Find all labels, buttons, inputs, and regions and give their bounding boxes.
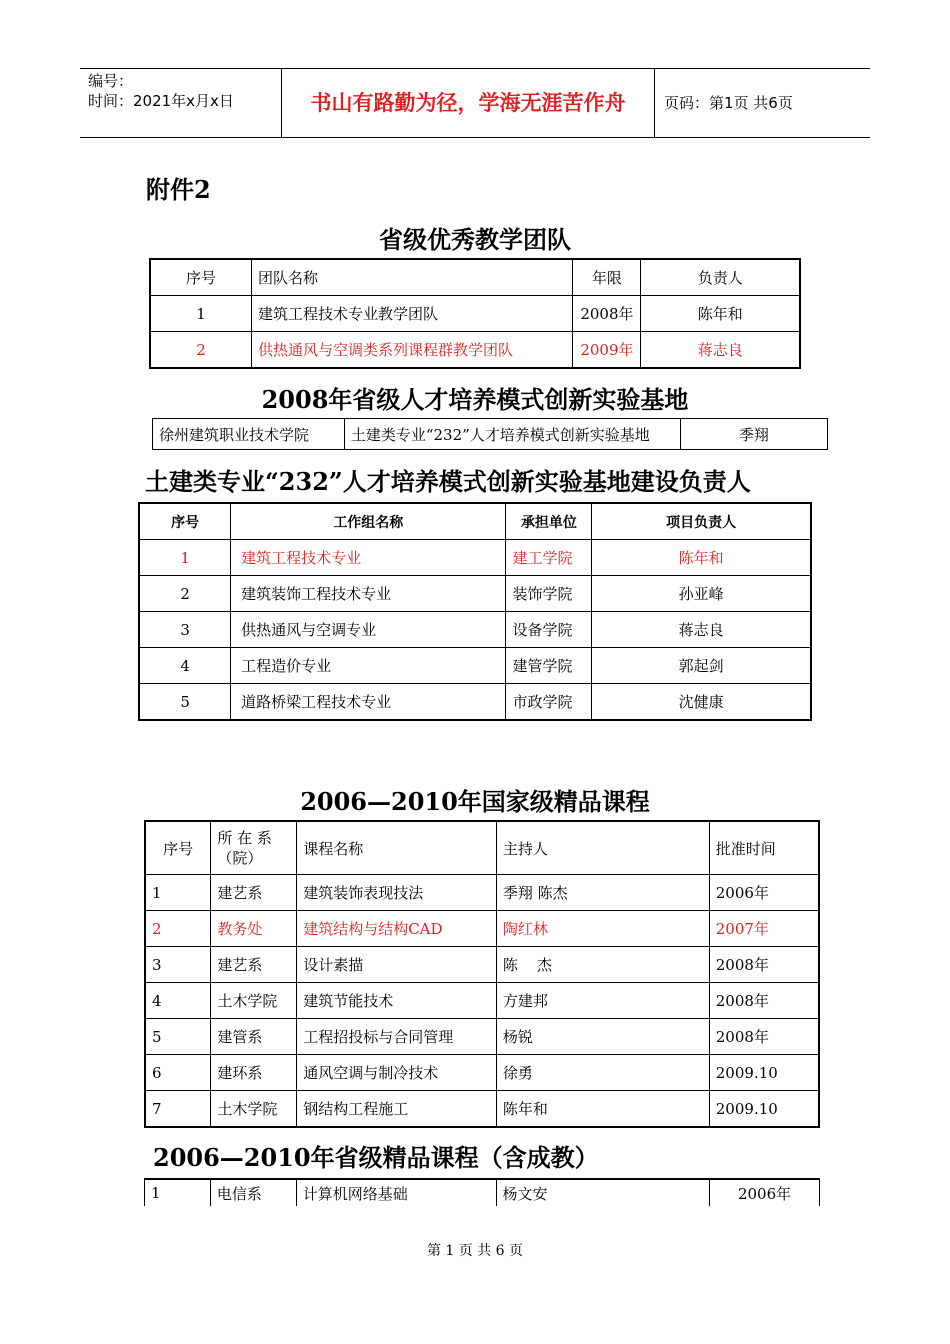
- header-page: 页码：第1页 共6页: [664, 94, 793, 112]
- table-row-highlighted: [150, 332, 800, 369]
- table-cell: 徐州建筑职业技术学院: [153, 419, 345, 450]
- table-cell: 7: [145, 1091, 211, 1128]
- table-cell: 建筑工程技术专业: [231, 540, 506, 576]
- section2-title: 2008年省级人才培养模式创新实验基地: [261, 385, 689, 414]
- page-header: [80, 68, 870, 138]
- table-cell: 建管系: [211, 1019, 297, 1055]
- table-row: [145, 875, 819, 911]
- table-cell: 道路桥梁工程技术专业: [231, 684, 506, 721]
- provincial-courses-table: [144, 1178, 820, 1206]
- table-cell: 2008年: [709, 1019, 819, 1055]
- header-meta: [80, 69, 282, 137]
- table-cell: 蒋志良: [641, 332, 800, 369]
- table-row: [145, 1091, 819, 1128]
- table-cell: 季翔: [680, 419, 827, 450]
- section3-title: 土建类专业“232”人才培养模式创新实验基地建设负责人: [145, 467, 751, 496]
- table-cell: 建筑装饰工程技术专业: [231, 576, 506, 612]
- table-cell: 2009.10: [709, 1055, 819, 1091]
- col-header: 年限: [573, 259, 641, 296]
- table-row: [139, 576, 811, 612]
- table-cell: 通风空调与制冷技术: [297, 1055, 497, 1091]
- table-cell: 4: [145, 983, 211, 1019]
- table-cell: 土建类专业“232”人才培养模式创新实验基地: [344, 419, 680, 450]
- table-cell: 设计素描: [297, 947, 497, 983]
- table-row: [139, 684, 811, 721]
- table-cell: 方建邦: [496, 983, 709, 1019]
- base-table: [152, 418, 828, 450]
- table-cell: 1: [150, 296, 251, 332]
- header-time: 时间：2021年x月x日: [88, 92, 234, 110]
- table-header-row: [139, 503, 811, 540]
- table-cell: 3: [139, 612, 231, 648]
- table-row: [139, 648, 811, 684]
- table-cell: 建工学院: [506, 540, 592, 576]
- table-cell: 建管学院: [506, 648, 592, 684]
- table-cell: 2008年: [709, 983, 819, 1019]
- table-cell: 2: [150, 332, 251, 369]
- table-cell: 4: [139, 648, 231, 684]
- table-cell: 1: [145, 1179, 211, 1206]
- table-cell: 建艺系: [211, 875, 297, 911]
- attachment-label: 附件2: [146, 175, 211, 204]
- table-cell: 钢结构工程施工: [297, 1091, 497, 1128]
- table-row-highlighted: [139, 540, 811, 576]
- table-cell: 2006年: [710, 1179, 820, 1206]
- col-header: 序号: [145, 821, 211, 875]
- table-cell: 电信系: [210, 1179, 296, 1206]
- table-cell: 建艺系: [211, 947, 297, 983]
- table-cell: 2008年: [573, 296, 641, 332]
- table-row: [150, 296, 800, 332]
- table-cell: 杨文安: [496, 1179, 710, 1206]
- table-cell: 杨锐: [496, 1019, 709, 1055]
- table-cell: 2008年: [709, 947, 819, 983]
- table-cell: 陈年和: [496, 1091, 709, 1128]
- col-header: 团队名称: [251, 259, 572, 296]
- table-cell: 2007年: [709, 911, 819, 947]
- table-cell: 1: [145, 875, 211, 911]
- table-cell: 郭起剑: [592, 648, 811, 684]
- table-cell: 2009.10: [709, 1091, 819, 1128]
- table-header-row: [150, 259, 800, 296]
- teams-table: [149, 258, 801, 369]
- table-row: [145, 1179, 820, 1206]
- table-header-row: [145, 821, 819, 875]
- table-cell: 5: [145, 1019, 211, 1055]
- table-cell: 教务处: [211, 911, 297, 947]
- page-footer: 第 1 页 共 6 页: [426, 1243, 524, 1259]
- table-cell: 工程造价专业: [231, 648, 506, 684]
- header-number: 编号：: [88, 72, 134, 90]
- table-cell: 1: [139, 540, 231, 576]
- header-motto: 书山有路勤为径，学海无涯苦作舟: [282, 69, 655, 137]
- table-cell: 建筑工程技术专业教学团队: [251, 296, 572, 332]
- table-cell: 2: [145, 911, 211, 947]
- table-cell: 3: [145, 947, 211, 983]
- table-cell: 2009年: [573, 332, 641, 369]
- table-cell: 装饰学院: [506, 576, 592, 612]
- table-cell: 沈健康: [592, 684, 811, 721]
- table-row: [153, 419, 828, 450]
- table-cell: 供热通风与空调类系列课程群教学团队: [251, 332, 572, 369]
- table-cell: 陈年和: [641, 296, 800, 332]
- table-row: [145, 1055, 819, 1091]
- table-cell: 陈 杰: [496, 947, 709, 983]
- table-cell: 建筑装饰表现技法: [297, 875, 497, 911]
- table-cell: 土木学院: [211, 1091, 297, 1128]
- table-cell: 土木学院: [211, 983, 297, 1019]
- table-cell: 孙亚峰: [592, 576, 811, 612]
- table-cell: 计算机网络基础: [296, 1179, 496, 1206]
- table-cell: 6: [145, 1055, 211, 1091]
- table-cell: 设备学院: [506, 612, 592, 648]
- table-cell: 建环系: [211, 1055, 297, 1091]
- col-header: 序号: [139, 503, 231, 540]
- section5-title: 2006—2010年省级精品课程（含成教）: [153, 1143, 599, 1172]
- table-cell: 建筑结构与结构CAD: [297, 911, 497, 947]
- section4-title: 2006—2010年国家级精品课程: [300, 787, 650, 816]
- col-header: 批准时间: [709, 821, 819, 875]
- table-row: [139, 612, 811, 648]
- table-row: [145, 983, 819, 1019]
- national-courses-table: [144, 820, 820, 1128]
- section1-title: 省级优秀教学团队: [379, 225, 571, 254]
- table-cell: 5: [139, 684, 231, 721]
- table-cell: 徐勇: [496, 1055, 709, 1091]
- table-cell: 市政学院: [506, 684, 592, 721]
- table-cell: 蒋志良: [592, 612, 811, 648]
- table-cell: 2006年: [709, 875, 819, 911]
- table-cell: 陶红林: [496, 911, 709, 947]
- table-cell: 2: [139, 576, 231, 612]
- col-header: 工作组名称: [231, 503, 506, 540]
- table-cell: 建筑节能技术: [297, 983, 497, 1019]
- table-cell: 陈年和: [592, 540, 811, 576]
- col-header: 负责人: [641, 259, 800, 296]
- leaders-table: [138, 502, 812, 721]
- table-cell: 工程招投标与合同管理: [297, 1019, 497, 1055]
- table-cell: 供热通风与空调专业: [231, 612, 506, 648]
- table-cell: 季翔 陈杰: [496, 875, 709, 911]
- table-row-highlighted: [145, 911, 819, 947]
- col-header: 项目负责人: [592, 503, 811, 540]
- col-header: 承担单位: [506, 503, 592, 540]
- table-row: [145, 947, 819, 983]
- col-header: 所 在 系（院）: [211, 821, 297, 875]
- col-header: 序号: [150, 259, 251, 296]
- col-header: 主持人: [496, 821, 709, 875]
- col-header: 课程名称: [297, 821, 497, 875]
- table-row: [145, 1019, 819, 1055]
